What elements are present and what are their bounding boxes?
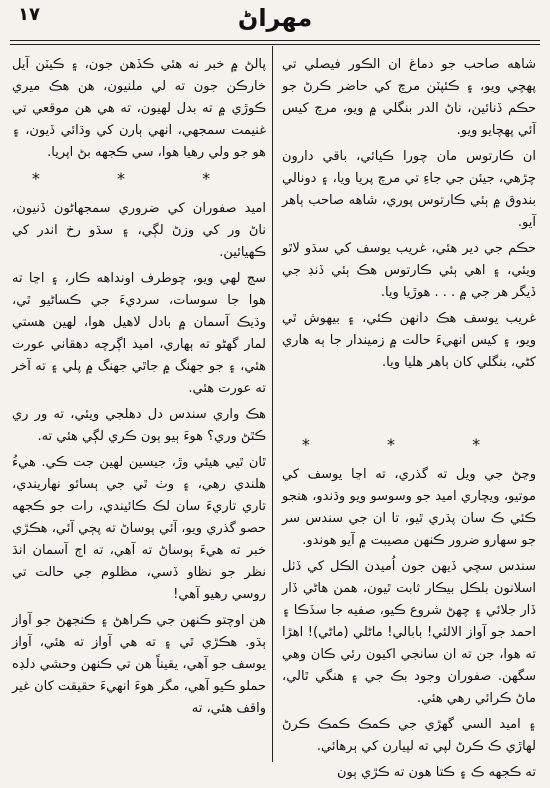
section-divider-stars: * * * [31, 169, 247, 188]
paragraph: ان ڪارتوس مان چورا ڪيائي، باقي دارون چڙهي، جيئن جي جاءِ تي مرچ پريا ويا، ۽ دونالي بندوق ۾ ٻئي ڪارتوس پوري، شاهه صاحب ٻاهر آيو. [282, 149, 536, 230]
page-header [0, 4, 550, 44]
column-divider [272, 46, 273, 762]
page-number: ١٧ [18, 4, 40, 25]
header-rule [10, 40, 540, 41]
paragraph: سندس سچي ڏيهن جون اُميدن الڪل کي ڏٺل اسلانون بلڪل بيڪار ثابت ٿيون، همن هاڻي ڏار ڏار جلائي ۽ چهڻ شروع ڪيو، صفيه جا سڏڪا ۽ احمد جو آواز الالئي! بابالي! ماڻلي (ماڻي)! اهڙا ته هوا، جن ته ان سانجي اکيون رئي ڪان وهي سگهن. صفوران وجود بڪ جي ۽ هنگي ٿالي، ماڻ ڪرائي رهي هئي. [282, 559, 536, 706]
paragraph: حڪم جي دير هئي، غريب يوسف کي سڌو لاٿو ويئي، ۽ اهي ٻئي ڪارتوس هڪ ٻئي ڏنڊ جي ڏيگر هر جي ۾ . . . هوڙيا ويا. [282, 241, 536, 300]
paragraph: وڃڻ جي ويل ته گذري، ته اڃا يوسف کي موتيو، ويچاري اميد جو وسوسو ويو وڌندو، هنجو ڪئي ڪ سان پڌري ٿيو، تا ان جي سندس سر جو سهارو ضرور ڪنهن مصيبت ۾ آيو هوندو. [282, 467, 536, 548]
section-divider-stars: * * * [301, 435, 517, 454]
paragraph: هن اوچتو ڪنهن جي ڪراهڻ ۽ ڪنجهڻ جو آواز ٻڌو. هڪڙي ٿي ۽ ته هي آواز ته هئي، آواز يوسف جو آهي، يقيناً هن تي ڪنهن وحشي دلڊه حملو ڪيو آهي، مگر هوءَ انهيءَ حقيقت کان غير واقف هئي، ته [12, 613, 266, 716]
section-gap [282, 378, 536, 432]
paragraph: ۽ اميد السي گهڙي جي ڪمڪ ڪمڪ ڪرڻ لهاڙي ڪ ڪرڻ لپي ته لپيارن کي ٻرهائي. [282, 717, 536, 754]
right-column [282, 54, 536, 788]
paragraph: هڪ واري سندس دل دهلجي ويئي، ته ور ري ڪٿڻ وري؟ هوءَ ٻيو ٻون ڪري لڳي هئي ته. [12, 407, 266, 444]
header-rule-secondary [10, 44, 540, 45]
paragraph: سج لهي ويو، چوطرف اونداهه ڪار، ۽ اڃا ته هوا جا سوسات، سرديءَ جي ڪساڻيو ٿي، وڌيڪ آسمان ۾ بادل لاهيل هوا، لهين هستي لمار گهڻو ته ٻهاري، اميد اڳرچه دهقاني عورت هئي، ۽ جو جهنگ ۾ جاٿي جهنگ ۾ پلي ۽ ته آخر ته عورت هئي. [12, 271, 266, 396]
paragraph: ته ڪجهه ڪ ۽ ڪتا هون ته ڪڙي ٻون [337, 765, 536, 780]
paragraph: ٿان ٿيي هيئي وڙ، جيسين لهين جت ڪي. هيءُ هلندي رهي، ۽ وٺ ٿي جي ٻسائو نهاريندي، تاري تاريءَ سان لڪ ڪائيندي، رات جو ڪجهه حصو گذري ويو، آئي ٻوساڻ ته پڄي آئي، هڪڙي خبر ته هيءَ ٻوساڻ ته آهي، ته اڄ آسمان انڌ نظر جو نظاو ڏسي، مظلوم جي حالت تي روسي رهيو آهي! [12, 455, 266, 602]
journal-title: مهراڻ [237, 4, 313, 32]
paragraph: اميد صفوران کي ضروري سمجهاڻون ڏنيون، ناڻ ور کي وزڻ لڳي، ۽ سڌو رخ اندر کي ڪهيائين. [12, 201, 266, 260]
paragraph: غريب يوسف هڪ دانهن ڪئي، ۽ بيهوش ٿي ويو، ۽ کيس انهيءَ حالت ۾ زميندار جا ٻه هاري کڻي، بنگلي کان ٻاهر هليا ويا. [282, 311, 536, 370]
paragraph: پالڻ ۾ خبر نه هئي ڪڏهن جون، ۽ ڪيٽن آيل خارڪن جون ته لي ملنيون، هن هڪ ميري ڪوڙي ۾ ته بدل لهيون، ته هي هن موقعي تي غنيمت سمجهي، انهي ٻارن کي وڌائي ڏيون، ۽ هو جو ولي رهيا هوا، سي ڪجهه بڻ اپريا. [12, 57, 266, 160]
paragraph: شاهه صاحب جو دماغ ان الڪور فيصلي تي پهچي ويو، ۽ ڪئپٽن مرچ کي حاضر ڪرڻ جو حڪم ڏنائين، ناڻ الدر بنگلي ۾ ويو، مرچ کيس آئي پهچايو ويو. [282, 57, 536, 138]
left-column [12, 54, 266, 724]
